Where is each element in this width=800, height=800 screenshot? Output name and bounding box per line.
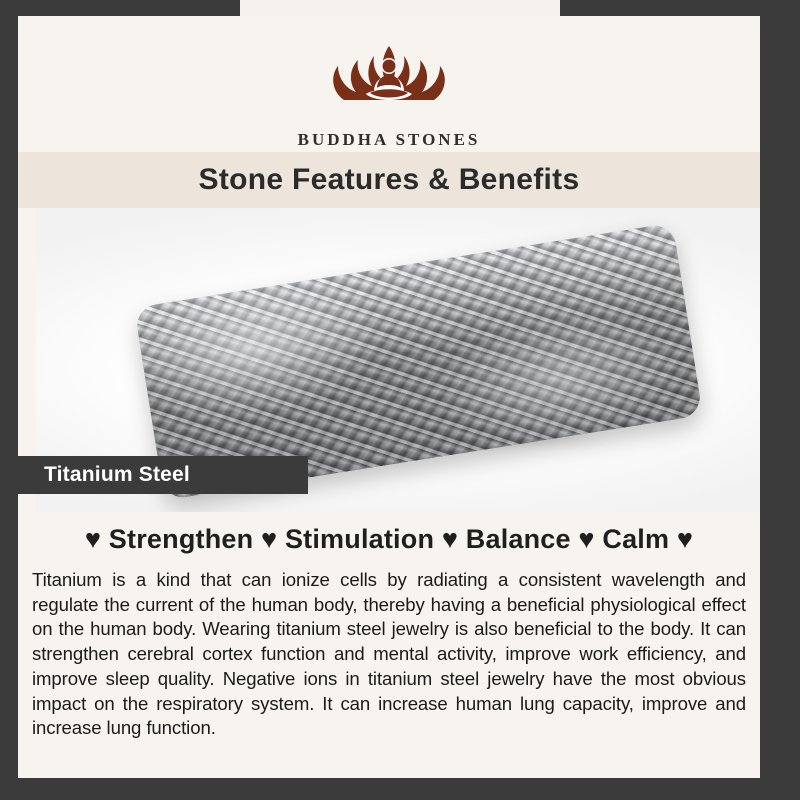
product-label: Titanium Steel: [44, 463, 190, 486]
frame-bottom-accent: [0, 778, 800, 800]
brand-logo: [18, 26, 760, 150]
frame-right-accent: [760, 0, 800, 800]
description-text: Titanium is a kind that can ionize cells by radiating a consistent wavelength and regulate the current of the human body, thereby having a beneficial physiological effect on the human body. Wearing titanium steel jewelry is also beneficial to the body. It can strengthen cerebral cortex function and mental activity, improve work efficiency, and improve sleep quality. Negative ions in titanium steel jewelry have the most obvious impact on the respiratory system. It can increase human lung capacity, improve and increase lung function.: [32, 569, 746, 739]
frame-top-accent: [0, 0, 240, 16]
product-label-strip: [18, 456, 308, 494]
frame-left-lower-accent: [0, 210, 18, 800]
brand-name: BUDDHA STONES: [297, 130, 481, 149]
content-panel: [18, 16, 760, 778]
page-title: Stone Features & Benefits: [198, 163, 580, 196]
lotus-meditation-icon: [294, 26, 484, 126]
section-title-band: [18, 152, 760, 208]
benefits-headline: ♥ Strengthen ♥ Stimulation ♥ Balance ♥ Calm ♥: [84, 524, 694, 554]
